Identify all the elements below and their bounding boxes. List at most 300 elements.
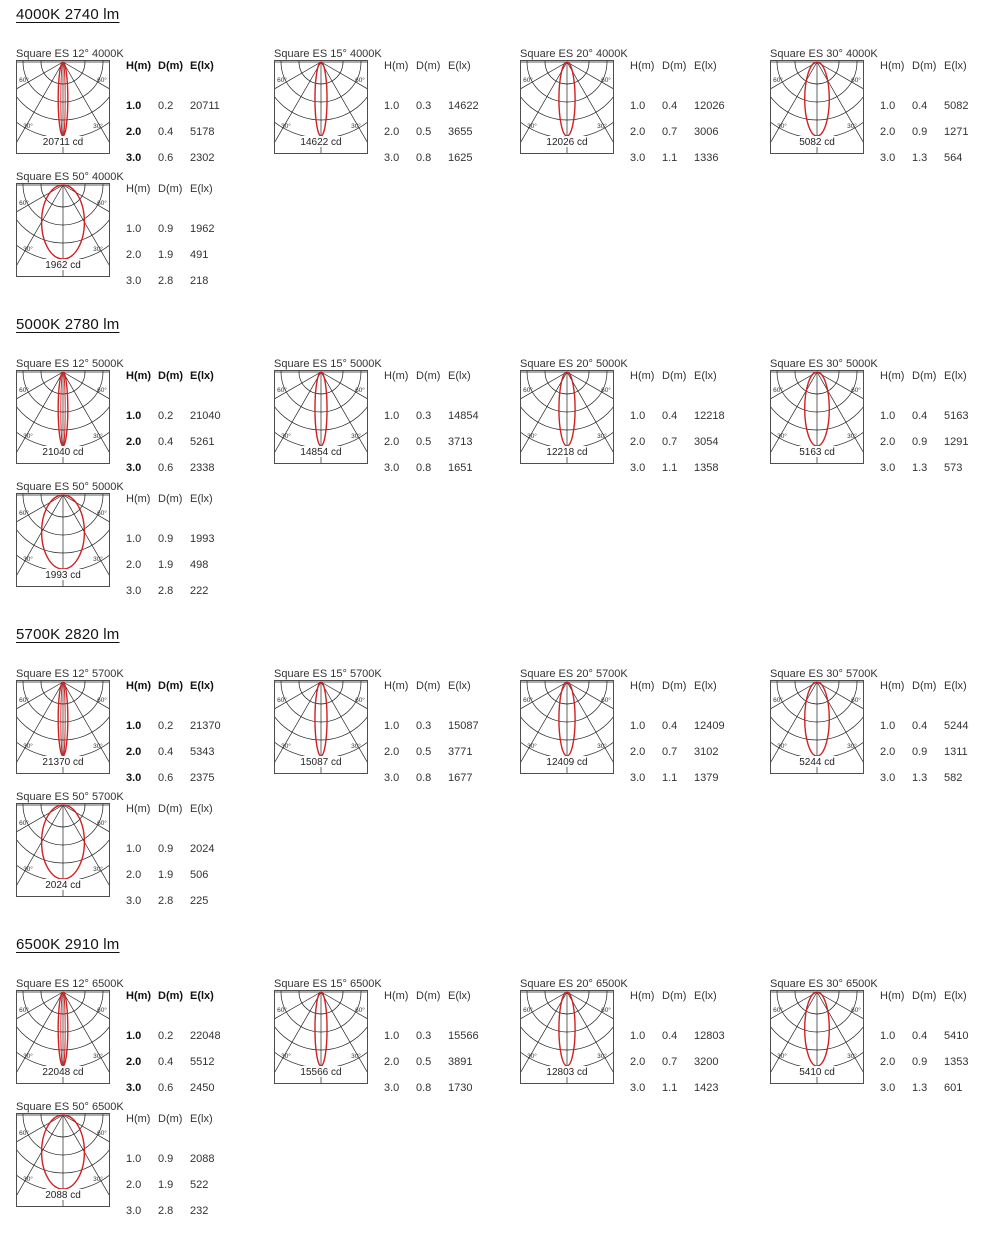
label-30-left: 30° xyxy=(23,556,33,563)
diameter-cell: 0.2 xyxy=(158,100,174,112)
height-cell: 1.0 xyxy=(126,843,142,855)
header-cell: D(m) xyxy=(416,60,441,72)
candela-label: 12803 cd xyxy=(546,1067,588,1078)
item-title: Square ES 20° 5700K xyxy=(520,668,628,680)
height-cell: 2.0 xyxy=(384,436,400,448)
diameter-cell: 0.5 xyxy=(416,126,432,138)
polar-diagram xyxy=(520,990,614,1084)
label-60-right: 60° xyxy=(97,820,107,827)
candela-label: 21370 cd xyxy=(42,757,84,768)
illuminance-cell: 5082 xyxy=(944,100,969,112)
candela-label: 12409 cd xyxy=(546,757,588,768)
height-cell: 1.0 xyxy=(880,410,896,422)
section-title: 5700K 2820 lm xyxy=(16,626,120,643)
illuminance-cell: 2450 xyxy=(190,1082,215,1094)
diameter-cell: 0.9 xyxy=(912,1056,928,1068)
diameter-cell: 0.6 xyxy=(158,152,174,164)
illuminance-cell: 2088 xyxy=(190,1153,215,1165)
item-title: Square ES 12° 4000K xyxy=(16,48,124,60)
height-cell: 3.0 xyxy=(126,895,142,907)
label-30-right: 30° xyxy=(93,123,103,130)
diameter-cell: 0.9 xyxy=(158,1153,174,1165)
item-title: Square ES 50° 6500K xyxy=(16,1101,124,1113)
label-60-left: 60° xyxy=(19,1007,29,1014)
header-cell: H(m) xyxy=(630,370,655,382)
polar-diagram-box xyxy=(16,493,110,587)
diameter-cell: 1.9 xyxy=(158,869,174,881)
label-30-left: 30° xyxy=(527,123,537,130)
candela-label: 12026 cd xyxy=(546,137,588,148)
height-cell: 3.0 xyxy=(880,152,896,164)
candela-label: 2088 cd xyxy=(45,1190,81,1201)
height-cell: 3.0 xyxy=(630,772,646,784)
beam-item xyxy=(274,358,494,476)
illuminance-cell: 3054 xyxy=(694,436,719,448)
label-30-right: 30° xyxy=(597,123,607,130)
header-cell: E(lx) xyxy=(944,990,967,1002)
label-60-right: 60° xyxy=(601,697,611,704)
candela-label: 14622 cd xyxy=(300,137,342,148)
polar-diagram xyxy=(520,680,614,774)
illuminance-cell: 5410 xyxy=(944,1030,969,1042)
height-cell: 3.0 xyxy=(126,152,142,164)
header-cell: H(m) xyxy=(126,803,151,815)
item-title: Square ES 30° 5700K xyxy=(770,668,878,680)
label-60-left: 60° xyxy=(523,77,533,84)
diameter-cell: 1.1 xyxy=(662,1082,678,1094)
diameter-cell: 0.4 xyxy=(912,410,928,422)
header-cell: D(m) xyxy=(158,680,184,692)
illuminance-cell: 14854 xyxy=(448,410,479,422)
header-cell: D(m) xyxy=(662,680,687,692)
illuminance-cell: 1423 xyxy=(694,1082,719,1094)
illuminance-cell: 3713 xyxy=(448,436,473,448)
illuminance-cell: 3655 xyxy=(448,126,473,138)
diameter-cell: 0.4 xyxy=(158,436,174,448)
illuminance-cell: 5178 xyxy=(190,126,215,138)
candela-label: 12218 cd xyxy=(546,447,588,458)
item-title: Square ES 20° 5000K xyxy=(520,358,628,370)
diameter-cell: 0.3 xyxy=(416,100,432,112)
label-30-left: 30° xyxy=(281,743,291,750)
illuminance-cell: 222 xyxy=(190,585,209,597)
header-cell: E(lx) xyxy=(944,370,967,382)
label-60-left: 60° xyxy=(19,820,29,827)
diameter-cell: 1.3 xyxy=(912,772,928,784)
beam-item xyxy=(16,48,236,166)
label-30-left: 30° xyxy=(23,1053,33,1060)
label-30-right: 30° xyxy=(93,246,103,253)
item-title: Square ES 15° 4000K xyxy=(274,48,382,60)
candela-label: 5163 cd xyxy=(799,447,835,458)
label-30-left: 30° xyxy=(527,433,537,440)
diameter-cell: 0.2 xyxy=(158,410,174,422)
illuminance-cell: 3771 xyxy=(448,746,473,758)
candela-label: 1962 cd xyxy=(45,260,81,271)
polar-diagram-box xyxy=(274,370,368,464)
polar-diagram-box xyxy=(770,370,864,464)
label-30-left: 30° xyxy=(23,123,33,130)
label-30-left: 30° xyxy=(777,433,787,440)
header-cell: H(m) xyxy=(384,370,409,382)
polar-diagram-box xyxy=(770,990,864,1084)
illuminance-cell: 1311 xyxy=(944,746,968,758)
height-cell: 2.0 xyxy=(880,1056,896,1068)
polar-diagram-box xyxy=(16,803,110,897)
header-cell: D(m) xyxy=(912,60,937,72)
header-cell: H(m) xyxy=(880,60,905,72)
beam-item xyxy=(16,791,236,909)
header-cell: H(m) xyxy=(630,990,655,1002)
diameter-cell: 1.9 xyxy=(158,559,174,571)
height-cell: 2.0 xyxy=(880,126,896,138)
polar-diagram-box xyxy=(16,680,110,774)
illuminance-cell: 5261 xyxy=(190,436,215,448)
polar-diagram-box xyxy=(16,990,110,1084)
height-cell: 1.0 xyxy=(880,100,896,112)
height-cell: 2.0 xyxy=(630,746,646,758)
label-60-right: 60° xyxy=(851,387,861,394)
height-cell: 3.0 xyxy=(126,462,142,474)
polar-diagram xyxy=(770,60,864,154)
label-30-left: 30° xyxy=(777,743,787,750)
height-cell: 1.0 xyxy=(126,223,142,235)
beam-item xyxy=(520,358,740,476)
label-30-right: 30° xyxy=(597,1053,607,1060)
item-title: Square ES 15° 5000K xyxy=(274,358,382,370)
diameter-cell: 0.7 xyxy=(662,746,678,758)
diameter-cell: 1.1 xyxy=(662,462,678,474)
polar-diagram xyxy=(770,990,864,1084)
diameter-cell: 0.3 xyxy=(416,720,432,732)
label-60-left: 60° xyxy=(19,1130,29,1137)
polar-diagram-box xyxy=(274,680,368,774)
label-30-right: 30° xyxy=(93,743,103,750)
label-60-left: 60° xyxy=(773,697,783,704)
item-title: Square ES 30° 5000K xyxy=(770,358,878,370)
illuminance-cell: 564 xyxy=(944,152,963,164)
height-cell: 2.0 xyxy=(630,1056,646,1068)
header-cell: D(m) xyxy=(662,990,687,1002)
illuminance-cell: 15566 xyxy=(448,1030,479,1042)
label-60-right: 60° xyxy=(97,1007,107,1014)
diameter-cell: 0.2 xyxy=(158,720,174,732)
header-cell: H(m) xyxy=(384,990,409,1002)
item-title: Square ES 20° 6500K xyxy=(520,978,628,990)
height-cell: 2.0 xyxy=(384,746,400,758)
diameter-cell: 0.9 xyxy=(158,533,174,545)
illuminance-cell: 1962 xyxy=(190,223,215,235)
beam-item xyxy=(520,668,740,786)
polar-diagram xyxy=(274,990,368,1084)
header-cell: E(lx) xyxy=(190,370,214,382)
diameter-cell: 0.7 xyxy=(662,1056,678,1068)
label-60-left: 60° xyxy=(523,1007,533,1014)
illuminance-cell: 2302 xyxy=(190,152,215,164)
illuminance-cell: 15087 xyxy=(448,720,479,732)
label-60-right: 60° xyxy=(97,510,107,517)
polar-diagram xyxy=(16,183,110,277)
illuminance-cell: 5512 xyxy=(190,1056,215,1068)
polar-diagram xyxy=(16,370,110,464)
height-cell: 3.0 xyxy=(880,1082,896,1094)
header-cell: E(lx) xyxy=(190,803,213,815)
header-cell: E(lx) xyxy=(944,680,967,692)
diameter-cell: 0.5 xyxy=(416,436,432,448)
label-60-left: 60° xyxy=(523,697,533,704)
label-60-right: 60° xyxy=(97,387,107,394)
diameter-cell: 0.4 xyxy=(912,1030,928,1042)
diameter-cell: 2.8 xyxy=(158,1205,174,1217)
illuminance-cell: 12803 xyxy=(694,1030,725,1042)
label-60-right: 60° xyxy=(851,697,861,704)
label-30-left: 30° xyxy=(23,1176,33,1183)
illuminance-cell: 1358 xyxy=(694,462,719,474)
section-title: 4000K 2740 lm xyxy=(16,6,120,23)
polar-diagram xyxy=(16,680,110,774)
illuminance-cell: 1993 xyxy=(190,533,215,545)
illuminance-cell: 498 xyxy=(190,559,209,571)
beam-item xyxy=(16,481,236,599)
illuminance-cell: 20711 xyxy=(190,100,220,112)
header-cell: E(lx) xyxy=(190,183,213,195)
height-cell: 1.0 xyxy=(126,1153,142,1165)
diameter-cell: 0.9 xyxy=(912,126,928,138)
illuminance-cell: 5343 xyxy=(190,746,215,758)
label-30-left: 30° xyxy=(23,433,33,440)
section-title: 6500K 2910 lm xyxy=(16,936,120,953)
height-cell: 2.0 xyxy=(384,1056,400,1068)
illuminance-cell: 14622 xyxy=(448,100,479,112)
diameter-cell: 0.9 xyxy=(912,436,928,448)
diameter-cell: 0.5 xyxy=(416,1056,432,1068)
height-cell: 2.0 xyxy=(126,746,142,758)
candela-label: 5244 cd xyxy=(799,757,835,768)
header-cell: D(m) xyxy=(912,990,937,1002)
beam-item xyxy=(16,668,236,786)
illuminance-cell: 3006 xyxy=(694,126,719,138)
height-cell: 3.0 xyxy=(384,462,400,474)
label-30-left: 30° xyxy=(23,866,33,873)
height-cell: 2.0 xyxy=(126,249,142,261)
header-cell: D(m) xyxy=(912,370,937,382)
label-30-right: 30° xyxy=(351,433,361,440)
polar-diagram-box xyxy=(16,183,110,277)
candela-label: 1993 cd xyxy=(45,570,81,581)
label-60-left: 60° xyxy=(277,1007,287,1014)
height-cell: 2.0 xyxy=(880,746,896,758)
illuminance-cell: 522 xyxy=(190,1179,209,1191)
beam-item xyxy=(16,1101,236,1219)
item-title: Square ES 20° 4000K xyxy=(520,48,628,60)
polar-diagram-box xyxy=(16,1113,110,1207)
illuminance-cell: 21370 xyxy=(190,720,221,732)
label-60-right: 60° xyxy=(355,1007,365,1014)
header-cell: H(m) xyxy=(630,680,655,692)
diameter-cell: 0.8 xyxy=(416,152,432,164)
label-60-left: 60° xyxy=(19,387,29,394)
label-60-left: 60° xyxy=(773,77,783,84)
polar-diagram xyxy=(770,680,864,774)
label-30-right: 30° xyxy=(93,433,103,440)
polar-diagram-box xyxy=(520,60,614,154)
height-cell: 3.0 xyxy=(126,275,142,287)
polar-diagram-box xyxy=(274,990,368,1084)
polar-diagram-box xyxy=(274,60,368,154)
illuminance-cell: 1677 xyxy=(448,772,473,784)
header-cell: H(m) xyxy=(126,183,151,195)
label-30-right: 30° xyxy=(847,123,857,130)
polar-diagram-box xyxy=(520,370,614,464)
item-title: Square ES 15° 5700K xyxy=(274,668,382,680)
height-cell: 2.0 xyxy=(126,1179,142,1191)
label-60-left: 60° xyxy=(19,77,29,84)
label-60-right: 60° xyxy=(851,77,861,84)
height-cell: 2.0 xyxy=(384,126,400,138)
illuminance-cell: 582 xyxy=(944,772,963,784)
illuminance-cell: 3102 xyxy=(694,746,719,758)
height-cell: 2.0 xyxy=(126,436,142,448)
label-60-right: 60° xyxy=(97,200,107,207)
illuminance-cell: 5244 xyxy=(944,720,969,732)
height-cell: 2.0 xyxy=(126,126,142,138)
polar-diagram xyxy=(16,1113,110,1207)
label-30-right: 30° xyxy=(351,1053,361,1060)
header-cell: H(m) xyxy=(126,680,152,692)
diameter-cell: 2.8 xyxy=(158,275,174,287)
diameter-cell: 2.8 xyxy=(158,585,174,597)
illuminance-cell: 1651 xyxy=(448,462,473,474)
label-60-right: 60° xyxy=(97,77,107,84)
item-title: Square ES 30° 4000K xyxy=(770,48,878,60)
header-cell: D(m) xyxy=(662,60,687,72)
header-cell: E(lx) xyxy=(190,990,214,1002)
polar-diagram xyxy=(16,803,110,897)
label-30-left: 30° xyxy=(281,123,291,130)
header-cell: E(lx) xyxy=(448,990,471,1002)
label-60-left: 60° xyxy=(277,387,287,394)
candela-label: 20711 cd xyxy=(42,137,84,148)
label-30-right: 30° xyxy=(93,556,103,563)
polar-diagram xyxy=(16,990,110,1084)
item-title: Square ES 50° 4000K xyxy=(16,171,124,183)
header-cell: D(m) xyxy=(662,370,687,382)
height-cell: 1.0 xyxy=(630,720,646,732)
illuminance-cell: 2375 xyxy=(190,772,215,784)
height-cell: 3.0 xyxy=(126,1205,142,1217)
height-cell: 3.0 xyxy=(880,772,896,784)
candela-label: 15566 cd xyxy=(300,1067,342,1078)
header-cell: E(lx) xyxy=(694,370,717,382)
header-cell: D(m) xyxy=(158,493,183,505)
diameter-cell: 0.4 xyxy=(158,1056,174,1068)
diameter-cell: 0.6 xyxy=(158,772,174,784)
illuminance-cell: 3891 xyxy=(448,1056,473,1068)
header-cell: D(m) xyxy=(416,990,441,1002)
beam-item xyxy=(520,978,740,1096)
label-30-right: 30° xyxy=(93,1053,103,1060)
candela-label: 15087 cd xyxy=(300,757,342,768)
diameter-cell: 0.6 xyxy=(158,462,174,474)
illuminance-cell: 1353 xyxy=(944,1056,969,1068)
header-cell: E(lx) xyxy=(448,370,471,382)
height-cell: 2.0 xyxy=(126,869,142,881)
diameter-cell: 1.3 xyxy=(912,462,928,474)
height-cell: 1.0 xyxy=(880,720,896,732)
height-cell: 2.0 xyxy=(126,1056,142,1068)
illuminance-cell: 1271 xyxy=(944,126,969,138)
beam-item xyxy=(16,978,236,1096)
illuminance-cell: 2024 xyxy=(190,843,215,855)
illuminance-cell: 5163 xyxy=(944,410,969,422)
label-30-left: 30° xyxy=(527,1053,537,1060)
polar-diagram-box xyxy=(520,680,614,774)
header-cell: D(m) xyxy=(158,1113,183,1125)
illuminance-cell: 225 xyxy=(190,895,209,907)
illuminance-cell: 2338 xyxy=(190,462,215,474)
beam-item xyxy=(274,978,494,1096)
polar-diagram xyxy=(520,60,614,154)
header-cell: D(m) xyxy=(912,680,937,692)
diameter-cell: 0.9 xyxy=(158,223,174,235)
polar-diagram-box xyxy=(16,370,110,464)
item-title: Square ES 12° 5000K xyxy=(16,358,124,370)
header-cell: E(lx) xyxy=(190,680,214,692)
header-cell: H(m) xyxy=(630,60,655,72)
diameter-cell: 1.3 xyxy=(912,152,928,164)
height-cell: 1.0 xyxy=(126,720,142,732)
diameter-cell: 0.3 xyxy=(416,1030,432,1042)
polar-diagram xyxy=(520,370,614,464)
height-cell: 1.0 xyxy=(384,720,400,732)
header-cell: E(lx) xyxy=(190,493,213,505)
label-60-right: 60° xyxy=(97,1130,107,1137)
label-30-right: 30° xyxy=(351,123,361,130)
height-cell: 3.0 xyxy=(126,772,142,784)
polar-diagram-box xyxy=(520,990,614,1084)
label-60-left: 60° xyxy=(277,697,287,704)
label-60-right: 60° xyxy=(97,697,107,704)
header-cell: H(m) xyxy=(880,990,905,1002)
label-30-right: 30° xyxy=(351,743,361,750)
diameter-cell: 0.9 xyxy=(158,843,174,855)
candela-label: 21040 cd xyxy=(42,447,84,458)
diameter-cell: 0.7 xyxy=(662,126,678,138)
diameter-cell: 1.1 xyxy=(662,772,678,784)
header-cell: H(m) xyxy=(126,493,151,505)
header-cell: H(m) xyxy=(880,680,905,692)
polar-diagram xyxy=(16,493,110,587)
header-cell: D(m) xyxy=(416,680,441,692)
height-cell: 1.0 xyxy=(384,410,400,422)
illuminance-cell: 573 xyxy=(944,462,963,474)
header-cell: D(m) xyxy=(158,370,184,382)
height-cell: 2.0 xyxy=(630,126,646,138)
candela-label: 5082 cd xyxy=(799,137,835,148)
header-cell: E(lx) xyxy=(190,60,214,72)
diameter-cell: 0.4 xyxy=(662,100,678,112)
illuminance-cell: 1625 xyxy=(448,152,473,164)
beam-item xyxy=(770,668,990,786)
diameter-cell: 0.4 xyxy=(662,720,678,732)
height-cell: 1.0 xyxy=(126,533,142,545)
label-30-left: 30° xyxy=(777,123,787,130)
diameter-cell: 0.8 xyxy=(416,772,432,784)
label-60-left: 60° xyxy=(523,387,533,394)
label-60-left: 60° xyxy=(19,697,29,704)
height-cell: 1.0 xyxy=(384,100,400,112)
header-cell: H(m) xyxy=(384,60,409,72)
